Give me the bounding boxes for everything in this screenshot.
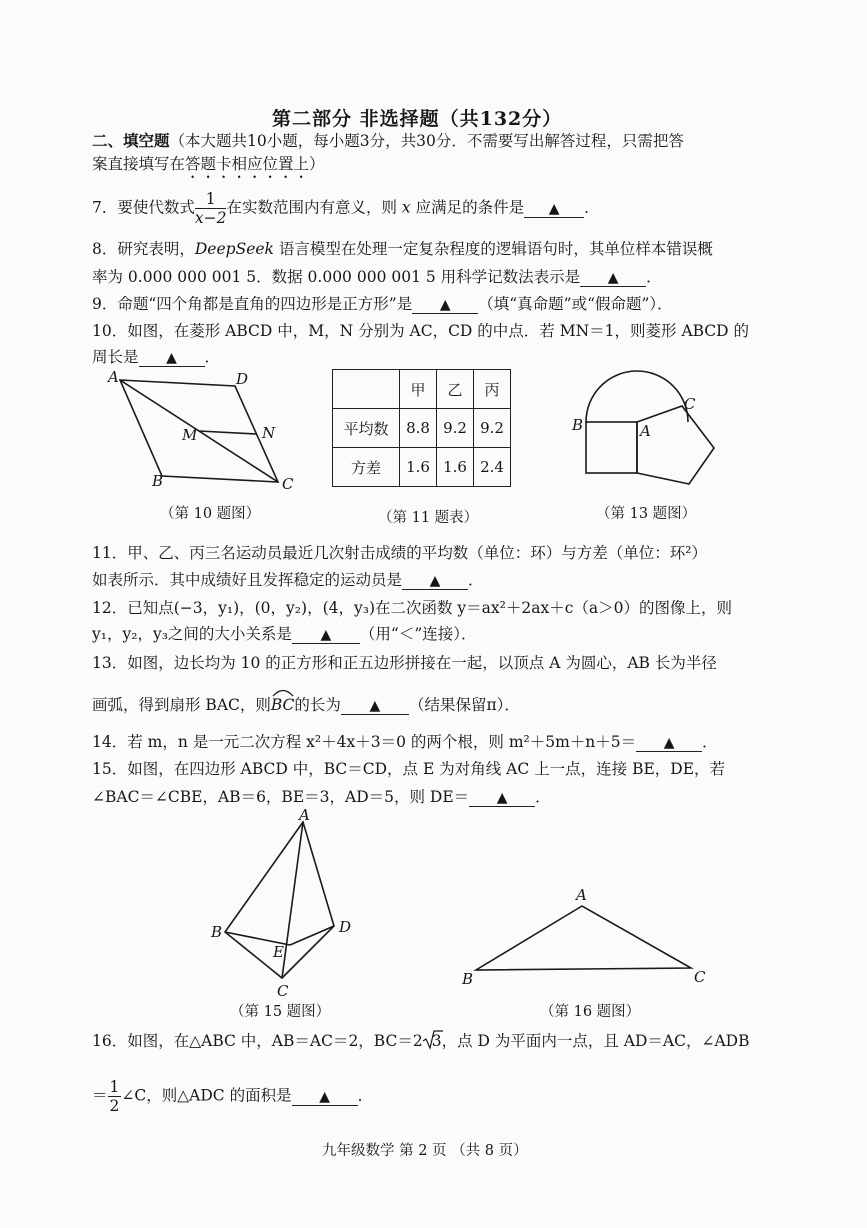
question-12-line-2 [92,623,477,645]
section-intro-text: （本大题共10小题，每小题3分，共30分．不需要写出解答过程，只需把答 [169,132,684,150]
answer-marker-icon: ▲ [548,200,560,217]
q7-text-3: 应满足的条件是 [410,198,525,217]
q16-answer-blank[interactable] [292,1088,358,1106]
q16-numerator: 1 [109,1078,120,1096]
q13-arc-label: BC [270,696,295,714]
q8-answer-blank[interactable] [580,269,646,287]
table-11 [332,369,511,487]
question-10-line-1: 10．如图，在菱形 ABCD 中，M，N 分别为 AC，CD 的中点．若 MN＝1，则菱形 ABCD 的 [92,322,750,340]
table-cell: 2.4 [474,448,511,487]
question-11-line-1: 11．甲、乙、丙三名运动员最近几次射击成绩的平均数（单位：环）与方差（单位：环²） [92,544,707,562]
q8-text: 8．研究表明， [92,240,195,258]
q14-text: 14．若 m，n 是一元二次方程 x²＋4x＋3＝0 的两个根，则 m²＋5m＋n＋5＝ [92,733,637,751]
q14-end: ． [702,733,718,751]
table-cell: 8.8 [400,409,437,448]
q13-answer-blank[interactable] [341,697,409,715]
table-header-cell: 甲 [400,370,437,409]
question-13-line-1: 13．如图，边长均为 10 的正方形和正五边形拼接在一起，以顶点 A 为圆心，AB 长为半径 [92,654,717,672]
sqrt-symbol-icon [422,1029,444,1051]
page-footer: 九年级数学 第 2 页 （共 8 页） [322,1143,528,1159]
question-15-line-1: 15．如图，在四边形 ABCD 中，BC＝CD，点 E 为对角线 AC 上一点，连接 BE，DE，若 [92,760,726,778]
triangle-abc [476,906,691,970]
q7-text-2: 在实数范围内有意义，则 [226,198,402,217]
q16-end: ． [357,1086,374,1105]
q13-text-2: 的长为 [294,696,341,714]
table-cell: 1.6 [400,448,437,487]
q16-text-2: ，点 D 为平面内一点，且 AD＝AC，∠ADB [441,1032,750,1050]
q16-text: 16．如图，在△ABC 中，AB＝AC＝2，BC＝2 [92,1032,423,1050]
q16-eq: ＝ [92,1086,108,1105]
label-d: D [236,370,249,388]
q8-text-2: 语言模型在处理一定复杂程度的逻辑语句时，其单位样本错误概 [273,240,713,258]
question-7 [92,190,600,227]
table-row [333,448,511,487]
q16-sqrt [423,1030,442,1052]
label-c: C [277,982,289,1000]
q7-numerator: 1 [195,190,227,209]
q16-fraction [108,1078,122,1115]
section-intro-close: ） [309,155,325,173]
answer-marker-icon: ▲ [607,270,619,286]
q15-end: ． [535,788,551,806]
q9-text-2: （填“真命题”或“假命题”）． [478,295,673,313]
label-c: C [282,475,294,493]
q7-answer-blank[interactable] [524,200,584,218]
answer-marker-icon: ▲ [319,1088,330,1105]
q13-arc-bc [271,694,295,716]
question-12-line-1: 12．已知点(−3，y₁)，(0，y₂)，(4，y₃)在二次函数 y＝ax²＋2ax＋c（a＞0）的图像上，则 [92,599,732,617]
arc-bc [586,371,688,422]
table-header-cell: 乙 [437,370,474,409]
table-cell: 1.6 [437,448,474,487]
figure-10-caption: （第 10 题图） [160,506,261,522]
q8-end: ． [646,268,662,286]
q8-model-name: DeepSeek [194,240,274,258]
figure-15-caption: （第 15 题图） [230,1004,331,1020]
answer-marker-icon: ▲ [166,350,177,366]
q13-text-3: （结果保留π）． [408,696,520,714]
q12-answer-blank[interactable] [292,626,360,644]
label-c: C [684,395,696,413]
q16-text-3: ∠C，则△ADC 的面积是 [121,1086,292,1105]
q10-text: 周长是 [92,348,139,366]
page-title: 第二部分 非选择题（共132分） [272,108,563,130]
question-10-line-2 [92,346,220,368]
label-e: E [273,943,284,961]
question-14 [92,731,718,753]
label-n: N [262,424,276,442]
q13-text: 画弧，得到扇形 BAC，则 [92,696,271,714]
table-row [333,409,511,448]
square [586,422,637,473]
q11-text: 如表所示．其中成绩好且发挥稳定的运动员是 [92,571,403,589]
section-intro-text-2: 案直接填写在 [92,155,186,173]
question-13-line-2 [92,694,520,716]
figure-16-triangle [458,884,718,984]
q15-text: ∠BAC＝∠CBE，AB＝6，BE＝3，AD＝5，则 DE＝ [92,788,470,806]
q10-end: ． [204,348,221,366]
q7-fraction [195,190,227,227]
label-b: B [211,923,223,941]
table-header-row [333,370,511,409]
q16-denominator: 2 [109,1097,120,1115]
q9-text: 9．命题“四个角都是直角的四边形是正方形”是 [92,295,413,313]
q16-radicand: 3 [431,1032,442,1050]
q12-text: y₁，y₂，y₃之间的大小关系是 [92,625,292,643]
q12-text-2: （用“＜”连接）． [359,625,477,643]
segment-de [290,926,334,945]
arc-symbol-icon [271,687,295,697]
label-a: A [576,886,587,904]
question-16-line-2 [92,1078,373,1115]
label-a: A [299,808,310,824]
label-a: A [108,368,119,386]
table-11-caption: （第 11 题表） [378,510,479,526]
section-intro-line-1 [92,130,684,152]
q7-denominator: x−2 [194,209,227,227]
q14-answer-blank[interactable] [636,734,702,752]
figure-10-rhombus [100,368,310,500]
pentagon [637,406,714,484]
diagonal-ac [282,822,303,978]
q15-answer-blank[interactable] [469,789,535,807]
question-8-line-1 [92,238,713,260]
section-heading: 二、填空题 [92,131,170,150]
table-header-cell: 丙 [474,370,511,409]
answer-marker-icon: ▲ [429,573,441,589]
q8-text-3: 率为 0.000 000 001 5．数据 0.000 000 001 5 用科学记数法表示是 [92,268,581,286]
label-c: C [694,968,706,984]
answer-marker-icon: ▲ [439,297,451,313]
q7-variable: x [401,198,411,217]
q7-end: ． [584,198,600,217]
q9-answer-blank[interactable] [412,296,478,314]
q10-answer-blank[interactable] [139,349,205,367]
table-cell: 9.2 [437,409,474,448]
question-8-line-2 [92,266,662,288]
q7-text: 7．要使代数式 [92,198,195,217]
answer-marker-icon: ▲ [369,698,381,714]
question-16-line-1 [92,1030,749,1052]
question-9 [92,293,673,315]
figure-15-quadrilateral [205,808,360,1000]
figure-16-caption: （第 16 题图） [540,1004,641,1020]
q11-end: ． [468,571,484,589]
table-cell: 平均数 [333,409,400,448]
label-b: B [462,970,474,984]
label-m: M [182,426,198,444]
question-11-line-2 [92,569,484,591]
section-intro-line-2 [92,153,325,182]
segment-mn [199,431,257,434]
figure-13-caption: （第 13 题图） [596,506,697,522]
answer-marker-icon: ▲ [663,735,675,751]
label-b: B [572,416,584,434]
answer-marker-icon: ▲ [320,627,332,643]
figure-13-square-pentagon [566,362,726,500]
section-intro-emphasis: 答题卡相应位置上 [185,155,310,173]
table-cell: 方差 [333,448,400,487]
label-a: A [640,422,651,440]
label-b: B [152,472,164,490]
q11-answer-blank[interactable] [402,572,468,590]
label-d: D [339,918,352,936]
question-15-line-2 [92,786,551,808]
answer-marker-icon: ▲ [496,790,508,806]
table-header-cell [333,370,400,409]
table-cell: 9.2 [474,409,511,448]
